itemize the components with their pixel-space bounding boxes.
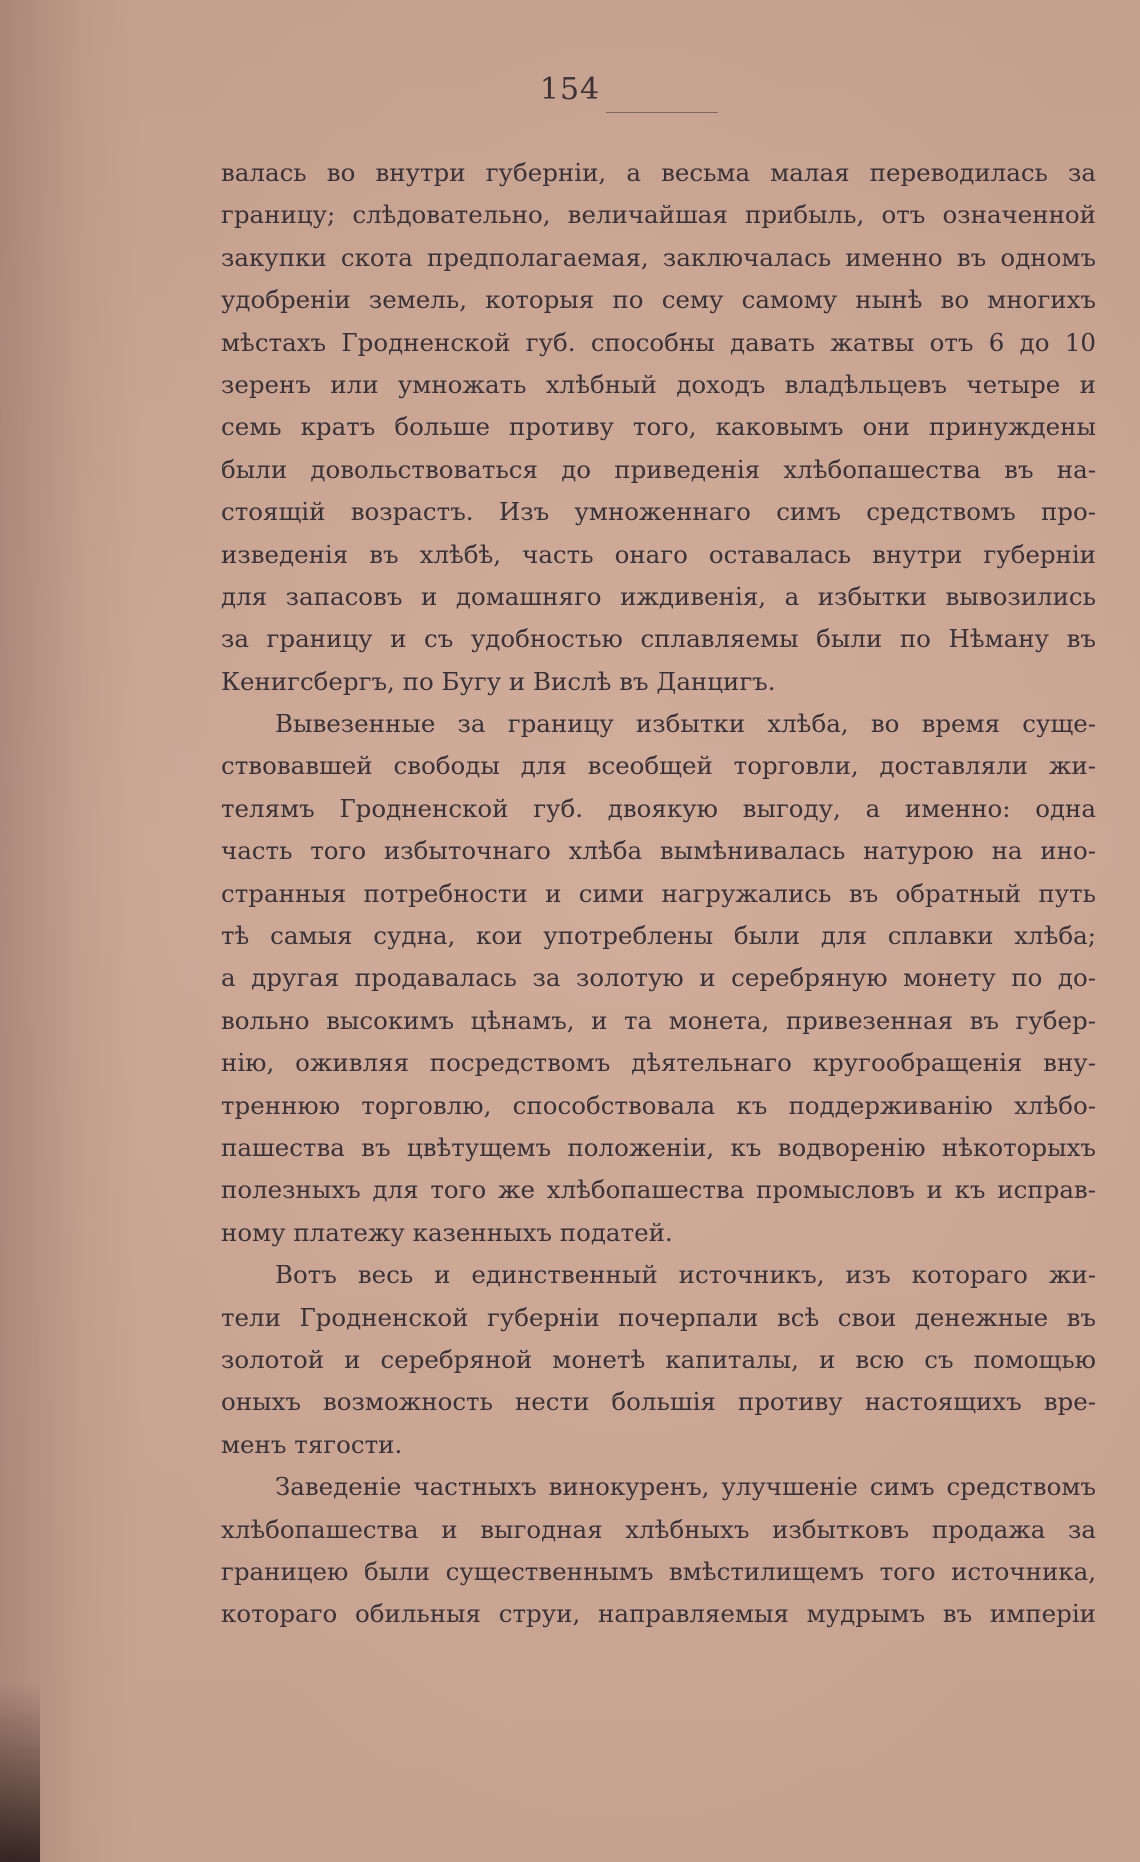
text-line: тѣ самыя судна, кои употреблены были для сплавки хлѣба; [221, 921, 1096, 951]
text-line: оныхъ возможность нести большія противу настоящихъ вре- [221, 1387, 1096, 1417]
text-line: котораго обильныя струи, направляемыя мудрымъ въ имперіи [221, 1599, 1096, 1629]
text-line: удобреніи земель, которыя по сему самому нынѣ во многихъ [221, 285, 1096, 315]
text-line: Кенигсбергъ, по Бугу и Вислѣ въ Данцигъ. [221, 666, 776, 696]
page-gutter-shadow [0, 0, 140, 1862]
text-line: валась во внутри губерніи, а весьма малая переводилась за [221, 158, 1096, 187]
text-line: а другая продавалась за золотую и серебряную монету по до- [221, 963, 1096, 993]
text-line: границею были существеннымъ вмѣстилищемъ того источника, [221, 1556, 1096, 1586]
page-number: 154 [539, 72, 601, 107]
text-line: границу; слѣдовательно, величайшая прибыль, отъ означенной [221, 200, 1096, 230]
text-line: Вывезенные за границу избытки хлѣба, во время суще- [275, 709, 1096, 739]
text-line: Заведеніе частныхъ винокуренъ, улучшеніе симъ средствомъ [275, 1472, 1096, 1502]
text-line: стоящій возрастъ. Изъ умноженнаго симъ средствомъ про- [221, 497, 1096, 527]
text-line: треннюю торговлю, способствовала къ поддерживанію хлѣбо- [221, 1090, 1096, 1120]
text-line: ному платежу казенныхъ податей. [221, 1217, 673, 1247]
text-line: изведенія въ хлѣбѣ, часть онаго оставалась внутри губерніи [221, 539, 1096, 569]
text-line: часть того избыточнаго хлѣба вымѣнивалась натурою на ино- [221, 836, 1096, 866]
text-line: семь кратъ больше противу того, каковымъ они принуждены [221, 412, 1096, 442]
text-line: золотой и серебряной монетѣ капиталы, и всю съ помощью [221, 1344, 1096, 1374]
text-line: ствовавшей свободы для всеобщей торговли, доставляли жи- [221, 751, 1096, 781]
text-line: вольно высокимъ цѣнамъ, и та монета, привезенная въ губер- [221, 1005, 1096, 1035]
text-line: за границу и съ удобностью сплавляемы были по Нѣману въ [221, 624, 1096, 654]
text-line: менъ тягости. [221, 1429, 403, 1459]
page-corner-shadow [0, 1682, 40, 1862]
page-number-rule [606, 112, 718, 113]
text-line: нію, оживляя посредствомъ дѣятельнаго кругообращенія вну- [221, 1048, 1096, 1078]
text-line: Вотъ весь и единственный источникъ, изъ котораго жи- [275, 1260, 1096, 1290]
text-line: телямъ Гродненской губ. двоякую выгоду, а именно: одна [221, 793, 1096, 823]
text-line: зеренъ или умножать хлѣбный доходъ владѣльцевъ четыре и [221, 369, 1096, 399]
text-line: для запасовъ и домашняго иждивенія, а избытки вывозились [221, 581, 1096, 611]
text-line: хлѣбопашества и выгодная хлѣбныхъ избытковъ продажа за [221, 1514, 1096, 1544]
text-line: полезныхъ для того же хлѣбопашества промысловъ и къ исправ- [221, 1175, 1096, 1205]
text-line: закупки скота предполагаемая, заключалась именно въ одномъ [221, 242, 1096, 272]
text-line: странныя потребности и сими нагружались въ обратный путь [221, 878, 1096, 908]
text-line: тели Гродненской губерніи почерпали всѣ свои денежные въ [221, 1302, 1096, 1332]
text-line: были довольствоваться до приведенія хлѣбопашества въ на- [221, 454, 1096, 484]
text-line: мѣстахъ Гродненской губ. способны давать жатвы отъ 6 до 10 [221, 327, 1096, 357]
body-text [221, 152, 1096, 1636]
text-line: пашества въ цвѣтущемъ положеніи, къ водворенію нѣкоторыхъ [221, 1132, 1096, 1162]
